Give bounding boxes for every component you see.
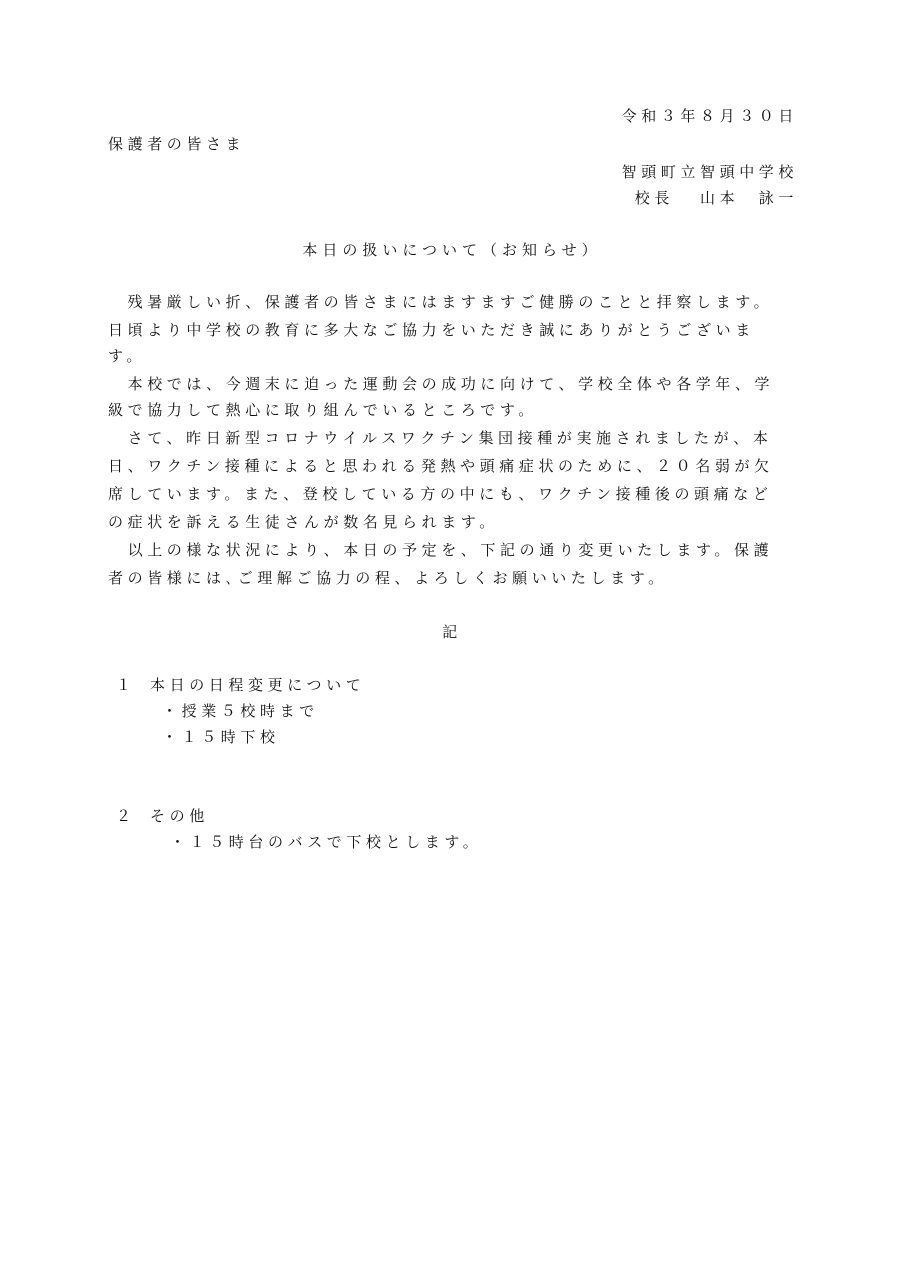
sender-school: 智頭町立智頭中学校 [621, 163, 798, 181]
section-item: ・授業５校時まで [162, 702, 319, 720]
sender-principal [635, 188, 798, 208]
body-line: さて、昨日新型コロナウイルスワクチン集団接種が実施されましたが、本 [108, 429, 773, 447]
sender-title: 校長 [634, 189, 674, 207]
section-heading [116, 675, 365, 695]
section-number: １ [116, 676, 136, 694]
addressee: 保護者の皆さま [108, 135, 246, 153]
document-date: 令和３年８月３０日 [621, 107, 798, 125]
section-title: 本日の日程変更について [150, 676, 366, 694]
section-item: ・１５時台のバスで下校とします。 [170, 833, 483, 851]
section-title: その他 [150, 807, 209, 825]
ki-heading: 記 [442, 623, 462, 641]
body-line: 日頃より中学校の教育に多大なご協力をいただき誠にありがとうございま [108, 321, 755, 339]
body-line: 級で協力して熱心に取り組んでいるところです。 [108, 401, 538, 419]
section-heading [116, 806, 209, 826]
section-number: ２ [116, 807, 136, 825]
section-item: ・１５時下校 [162, 728, 280, 746]
body-line: 本校では、今週末に迫った運動会の成功に向けて、学校全体や各学年、学 [108, 375, 775, 393]
body-line: 日、ワクチン接種によると思われる発熱や頭痛症状のために、２０名弱が欠 [108, 457, 774, 475]
sender-name: 山本 詠一 [699, 189, 798, 207]
body-line: す。 [108, 347, 147, 365]
body-line: 席しています。また、登校している方の中にも、ワクチン接種後の頭痛など [108, 485, 773, 503]
body-line: 以上の様な状況により、本日の予定を、下記の通り変更いたします。保護 [108, 541, 774, 559]
body-line: の症状を訴える生徒さんが数名見られます。 [108, 513, 499, 531]
document-subject: 本日の扱いについて（お知らせ） [302, 241, 602, 259]
body-line: 残暑厳しい折、保護者の皆さまにはますますご健勝のことと拝察します。 [108, 293, 774, 311]
body-line: 者の皆様には､ご理解ご協力の程、よろしくお願いいたします。 [108, 569, 668, 587]
